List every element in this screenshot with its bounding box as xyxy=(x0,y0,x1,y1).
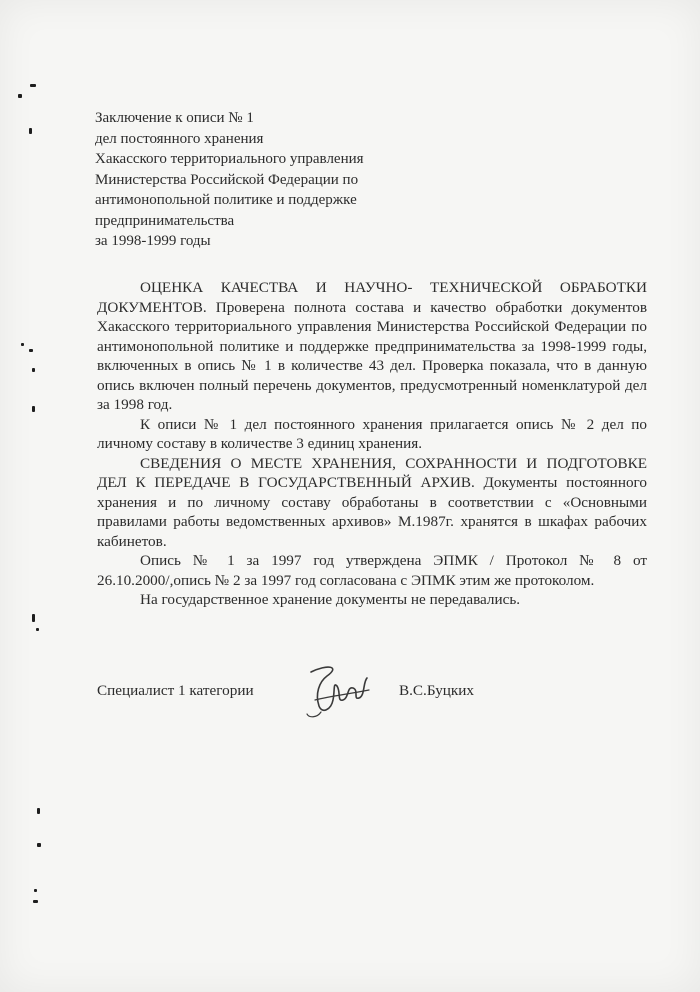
scan-speck xyxy=(21,343,24,346)
scan-speck xyxy=(29,349,33,352)
scan-speck xyxy=(34,889,37,892)
scan-speck xyxy=(30,84,36,87)
paragraph-attached-inventory: К описи № 1 дел постоянного хранения прилагается опись № 2 дел по личному составу в количестве 3 единиц хранения. xyxy=(97,415,647,452)
document-header xyxy=(95,108,425,252)
signature-block xyxy=(97,676,517,716)
scan-speck xyxy=(33,900,38,903)
paragraph-approval: Опись № 1 за 1997 год утверждена ЭПМК / Протокол № 8 от 26.10.2000/,опись № 2 за 1997 год согласована с ЭПМК этим же протоколом. xyxy=(97,552,647,589)
section-heading-quality: ОЦЕНКА КАЧЕСТВА И НАУЧНО- ТЕХНИЧЕСКОЙ ОБРАБОТКИ ДОКУМЕНТОВ. xyxy=(97,279,647,316)
paragraph-text: Документы постоянного хранения и по личному составу обработаны в соответствии с «Основными правилами работы ведомственных архивов» М.1987г. хранятся в шкафах рабочих кабинетов. xyxy=(97,474,647,550)
header-line: предпринимательства xyxy=(95,212,235,229)
document-body xyxy=(97,278,647,610)
header-line: Хакасского территориального управления xyxy=(95,151,364,167)
header-line: дел постоянного хранения xyxy=(95,130,264,147)
header-line: за 1998-1999 годы xyxy=(95,233,211,249)
paragraph-state-storage: На государственное хранение документы не передавались. xyxy=(140,591,521,608)
header-line: антимонопольной политике и поддержке xyxy=(95,192,357,208)
scan-speck xyxy=(32,368,35,372)
scan-speck xyxy=(32,406,35,412)
signer-name: В.С.Буцких xyxy=(399,682,475,699)
paragraph-storage-info xyxy=(97,454,647,552)
scan-speck xyxy=(37,843,41,847)
scan-speck xyxy=(37,808,40,814)
scan-speck xyxy=(18,94,22,98)
header-line: Заключение к описи № 1 xyxy=(95,110,254,126)
paragraph-quality-assessment xyxy=(97,278,647,415)
signer-position: Специалист 1 категории xyxy=(97,682,254,699)
scan-speck xyxy=(36,628,39,631)
header-line: Министерства Российской Федерации по xyxy=(95,171,359,188)
paragraph-text: Проверена полнота состава и качество обработки документов Хакасского территориального управления Министерства Российской Федерации по антимонопольной политике и поддержке предпринимательства за 1998-1999 годы, включенных в опись № 1 в количестве 43 дел. Проверка показала, что в данную опись включен полный перечень документов, предусмотренный номенклатурой дел за 1998 год. xyxy=(97,298,647,413)
scan-speck xyxy=(32,614,35,622)
section-heading-storage: СВЕДЕНИЯ О МЕСТЕ ХРАНЕНИЯ, СОХРАННОСТИ И ПОДГОТОВКЕ ДЕЛ К ПЕРЕДАЧЕ В ГОСУДАРСТВЕННЫЙ АРХИВ. xyxy=(97,454,647,491)
handwritten-signature xyxy=(297,660,373,720)
scan-speck xyxy=(29,128,32,134)
